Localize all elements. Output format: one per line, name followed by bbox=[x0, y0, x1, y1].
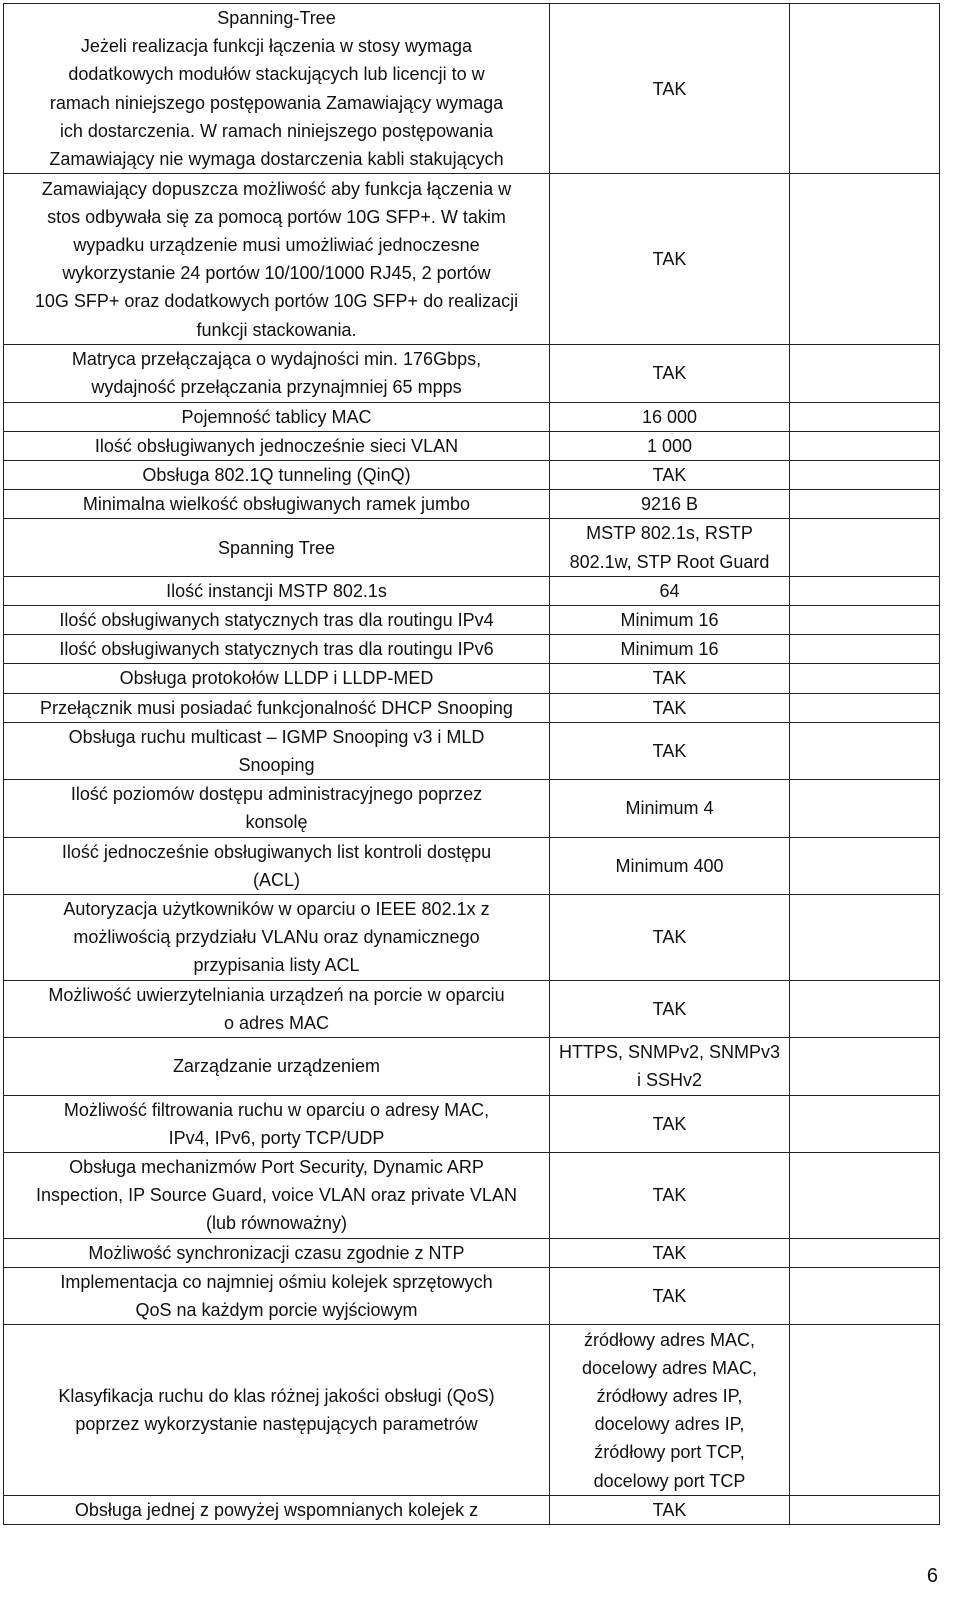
value-cell: 9216 B bbox=[550, 490, 790, 519]
requirement-cell: Zarządzanie urządzeniem bbox=[4, 1038, 550, 1095]
value-cell: TAK bbox=[550, 1152, 790, 1238]
empty-notes-cell bbox=[790, 431, 940, 460]
value-cell: TAK bbox=[550, 693, 790, 722]
value-cell: Minimum 4 bbox=[550, 780, 790, 837]
empty-notes-cell bbox=[790, 4, 940, 174]
table-row bbox=[4, 402, 940, 431]
value-cell: TAK bbox=[550, 174, 790, 345]
value-cell: TAK bbox=[550, 895, 790, 981]
empty-notes-cell bbox=[790, 1238, 940, 1267]
table-row bbox=[4, 1325, 940, 1496]
value-cell: Minimum 16 bbox=[550, 635, 790, 664]
empty-notes-cell bbox=[790, 402, 940, 431]
table-row bbox=[4, 980, 940, 1037]
table-row bbox=[4, 1238, 940, 1267]
table-row bbox=[4, 1095, 940, 1152]
table-row bbox=[4, 461, 940, 490]
value-cell: TAK bbox=[550, 4, 790, 174]
value-cell: 16 000 bbox=[550, 402, 790, 431]
empty-notes-cell bbox=[790, 345, 940, 402]
requirement-cell: Ilość obsługiwanych statycznych tras dla routingu IPv4 bbox=[4, 606, 550, 635]
requirement-cell: Pojemność tablicy MAC bbox=[4, 402, 550, 431]
requirement-cell: Klasyfikacja ruchu do klas różnej jakości obsługi (QoS) poprzez wykorzystanie następujących parametrów bbox=[4, 1325, 550, 1496]
empty-notes-cell bbox=[790, 1267, 940, 1324]
empty-notes-cell bbox=[790, 1325, 940, 1496]
empty-notes-cell bbox=[790, 519, 940, 576]
value-cell: TAK bbox=[550, 1238, 790, 1267]
value-cell: TAK bbox=[550, 1267, 790, 1324]
value-cell: źródłowy adres MAC, docelowy adres MAC, źródłowy adres IP, docelowy adres IP, źródłowy port TCP, docelowy port TCP bbox=[550, 1325, 790, 1496]
empty-notes-cell bbox=[790, 1095, 940, 1152]
value-cell: TAK bbox=[550, 345, 790, 402]
requirement-cell: Spanning Tree bbox=[4, 519, 550, 576]
requirement-cell: Autoryzacja użytkowników w oparciu o IEEE 802.1x z możliwością przydziału VLANu oraz dynamicznego przypisania listy ACL bbox=[4, 895, 550, 981]
empty-notes-cell bbox=[790, 895, 940, 981]
value-cell: 64 bbox=[550, 576, 790, 605]
value-cell: TAK bbox=[550, 980, 790, 1037]
requirement-cell: Ilość obsługiwanych statycznych tras dla routingu IPv6 bbox=[4, 635, 550, 664]
table-row bbox=[4, 722, 940, 779]
empty-notes-cell bbox=[790, 837, 940, 894]
empty-notes-cell bbox=[790, 576, 940, 605]
empty-notes-cell bbox=[790, 174, 940, 345]
requirement-cell: Obsługa mechanizmów Port Security, Dynamic ARP Inspection, IP Source Guard, voice VLAN oraz private VLAN (lub równoważny) bbox=[4, 1152, 550, 1238]
table-row bbox=[4, 576, 940, 605]
value-cell: TAK bbox=[550, 461, 790, 490]
empty-notes-cell bbox=[790, 1038, 940, 1095]
requirement-cell: Przełącznik musi posiadać funkcjonalność DHCP Snooping bbox=[4, 693, 550, 722]
requirement-cell: Ilość poziomów dostępu administracyjnego poprzez konsolę bbox=[4, 780, 550, 837]
requirement-cell: Możliwość uwierzytelniania urządzeń na porcie w oparciu o adres MAC bbox=[4, 980, 550, 1037]
table-row bbox=[4, 1496, 940, 1525]
requirement-cell: Możliwość filtrowania ruchu w oparciu o adresy MAC, IPv4, IPv6, porty TCP/UDP bbox=[4, 1095, 550, 1152]
table-row bbox=[4, 837, 940, 894]
value-cell: HTTPS, SNMPv2, SNMPv3 i SSHv2 bbox=[550, 1038, 790, 1095]
empty-notes-cell bbox=[790, 635, 940, 664]
empty-notes-cell bbox=[790, 780, 940, 837]
empty-notes-cell bbox=[790, 1496, 940, 1525]
table-row bbox=[4, 1038, 940, 1095]
requirement-cell: Obsługa ruchu multicast – IGMP Snooping v3 i MLD Snooping bbox=[4, 722, 550, 779]
table-row bbox=[4, 693, 940, 722]
value-cell: TAK bbox=[550, 722, 790, 779]
empty-notes-cell bbox=[790, 1152, 940, 1238]
table-row bbox=[4, 174, 940, 345]
requirement-cell: Ilość jednocześnie obsługiwanych list kontroli dostępu (ACL) bbox=[4, 837, 550, 894]
requirement-cell: Implementacja co najmniej ośmiu kolejek sprzętowych QoS na każdym porcie wyjściowym bbox=[4, 1267, 550, 1324]
empty-notes-cell bbox=[790, 461, 940, 490]
requirement-cell: Możliwość synchronizacji czasu zgodnie z NTP bbox=[4, 1238, 550, 1267]
table-row bbox=[4, 4, 940, 174]
value-cell: TAK bbox=[550, 1095, 790, 1152]
value-cell: TAK bbox=[550, 664, 790, 693]
empty-notes-cell bbox=[790, 606, 940, 635]
value-cell: 1 000 bbox=[550, 431, 790, 460]
empty-notes-cell bbox=[790, 664, 940, 693]
requirement-cell: Zamawiający dopuszcza możliwość aby funkcja łączenia w stos odbywała się za pomocą portów 10G SFP+. W takim wypadku urządzenie musi umożliwiać jednoczesne wykorzystanie 24 portów 10/100/1000 RJ45, 2 portów 10G SFP+ oraz dodatkowych portów 10G SFP+ do realizacji funkcji stackowania. bbox=[4, 174, 550, 345]
value-cell: Minimum 16 bbox=[550, 606, 790, 635]
table-row bbox=[4, 345, 940, 402]
requirement-cell: Ilość obsługiwanych jednocześnie sieci VLAN bbox=[4, 431, 550, 460]
table-row bbox=[4, 1152, 940, 1238]
specification-table-body bbox=[4, 4, 940, 1525]
empty-notes-cell bbox=[790, 490, 940, 519]
value-cell: MSTP 802.1s, RSTP 802.1w, STP Root Guard bbox=[550, 519, 790, 576]
table-row bbox=[4, 664, 940, 693]
requirement-cell: Obsługa jednej z powyżej wspomnianych kolejek z bbox=[4, 1496, 550, 1525]
requirement-cell: Obsługa protokołów LLDP i LLDP-MED bbox=[4, 664, 550, 693]
requirement-cell: Obsługa 802.1Q tunneling (QinQ) bbox=[4, 461, 550, 490]
specification-table bbox=[3, 3, 940, 1525]
table-row bbox=[4, 431, 940, 460]
empty-notes-cell bbox=[790, 980, 940, 1037]
table-row bbox=[4, 519, 940, 576]
table-row bbox=[4, 490, 940, 519]
table-row bbox=[4, 606, 940, 635]
value-cell: TAK bbox=[550, 1496, 790, 1525]
value-cell: Minimum 400 bbox=[550, 837, 790, 894]
requirement-cell: Minimalna wielkość obsługiwanych ramek jumbo bbox=[4, 490, 550, 519]
table-row bbox=[4, 1267, 940, 1324]
table-row bbox=[4, 895, 940, 981]
requirement-cell: Matryca przełączająca o wydajności min. 176Gbps, wydajność przełączania przynajmniej 65 mpps bbox=[4, 345, 550, 402]
table-row bbox=[4, 780, 940, 837]
requirement-cell: Spanning-Tree Jeżeli realizacja funkcji łączenia w stosy wymaga dodatkowych modułów stackujących lub licencji to w ramach niniejszego postępowania Zamawiający wymaga ich dostarczenia. W ramach niniejszego postępowania Zamawiający nie wymaga dostarczenia kabli stakujących bbox=[4, 4, 550, 174]
table-row bbox=[4, 635, 940, 664]
requirement-cell: Ilość instancji MSTP 802.1s bbox=[4, 576, 550, 605]
empty-notes-cell bbox=[790, 693, 940, 722]
page-number: 6 bbox=[926, 1565, 938, 1587]
empty-notes-cell bbox=[790, 722, 940, 779]
